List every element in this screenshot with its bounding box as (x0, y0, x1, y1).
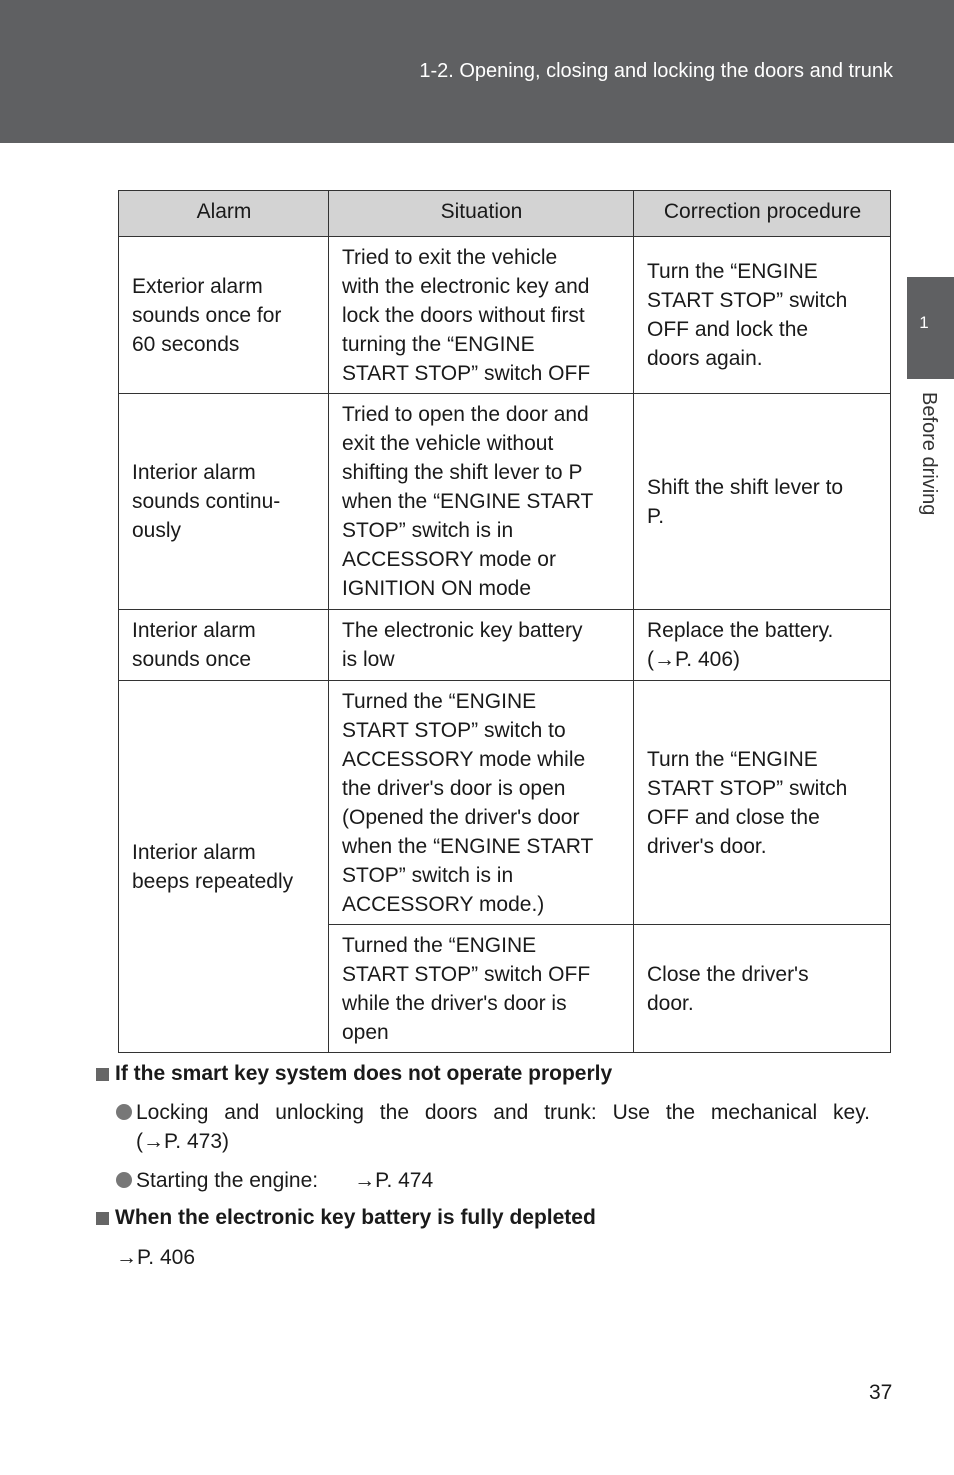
battery-reference (116, 1243, 870, 1272)
bullet-line (116, 1098, 870, 1127)
correction-cell: Replace the battery. (→P. 406) (634, 610, 891, 681)
battery-heading (96, 1206, 596, 1230)
column-header-correction: Correction procedure (634, 191, 891, 237)
chapter-header-bar (0, 0, 954, 143)
locking-note-text: Locking and unlocking the doors and trunk: Use the mechanical key. (136, 1101, 870, 1124)
starting-engine-page-ref: →P. 474 (354, 1169, 434, 1192)
circle-bullet-icon (116, 1172, 132, 1188)
situation-cell: The electronic key battery is low (329, 610, 634, 681)
chapter-label: Before driving (918, 392, 940, 516)
locking-page-ref: (→P. 473) (136, 1130, 229, 1153)
battery-page-ref: →P. 406 (116, 1246, 196, 1269)
list-item (116, 1166, 870, 1195)
alarm-cell: Interior alarm sounds continu- ously (119, 394, 329, 610)
starting-engine-text: Starting the engine: (136, 1169, 319, 1192)
chapter-number: 1 (919, 313, 929, 332)
column-header-situation: Situation (329, 191, 634, 237)
table-row (119, 394, 891, 610)
page-number: 37 (869, 1381, 893, 1404)
list-item (116, 1098, 870, 1156)
correction-cell: Turn the “ENGINE START STOP” switch OFF and lock the doors again. (634, 237, 891, 394)
column-header-alarm: Alarm (119, 191, 329, 237)
table-row (119, 610, 891, 681)
alarm-table (118, 190, 891, 1053)
situation-cell: Tried to open the door and exit the vehicle without shifting the shift lever to P when the “ENGINE START STOP” switch is in ACCESSORY mode or IGNITION ON mode (329, 394, 634, 610)
table-header-row (119, 191, 891, 237)
smart-key-heading (96, 1062, 612, 1086)
situation-cell: Turned the “ENGINE START STOP” switch OFF while the driver's door is open (329, 925, 634, 1053)
circle-bullet-icon (116, 1104, 132, 1120)
situation-cell: Turned the “ENGINE START STOP” switch to ACCESSORY mode while the driver's door is open (Opened the driver's door when the “ENGINE START STOP” switch is in ACCESSORY mode.) (329, 681, 634, 925)
bullet-line (116, 1127, 870, 1156)
battery-heading-text: When the electronic key battery is fully depleted (115, 1206, 596, 1229)
square-bullet-icon (96, 1212, 109, 1225)
section-title: 1-2. Opening, closing and locking the doors and trunk (419, 60, 893, 82)
correction-cell: Turn the “ENGINE START STOP” switch OFF and close the driver's door. (634, 681, 891, 925)
table-row (119, 237, 891, 394)
alarm-cell: Exterior alarm sounds once for 60 seconds (119, 237, 329, 394)
alarm-cell: Interior alarm beeps repeatedly (119, 681, 329, 1053)
chapter-tab (907, 277, 954, 379)
smart-key-heading-text: If the smart key system does not operate properly (115, 1062, 613, 1085)
situation-cell: Tried to exit the vehicle with the electronic key and lock the doors without first turning the “ENGINE START STOP” switch OFF (329, 237, 634, 394)
table-row (119, 681, 891, 925)
correction-cell: Shift the shift lever to P. (634, 394, 891, 610)
correction-cell: Close the driver's door. (634, 925, 891, 1053)
square-bullet-icon (96, 1068, 109, 1081)
alarm-cell: Interior alarm sounds once (119, 610, 329, 681)
